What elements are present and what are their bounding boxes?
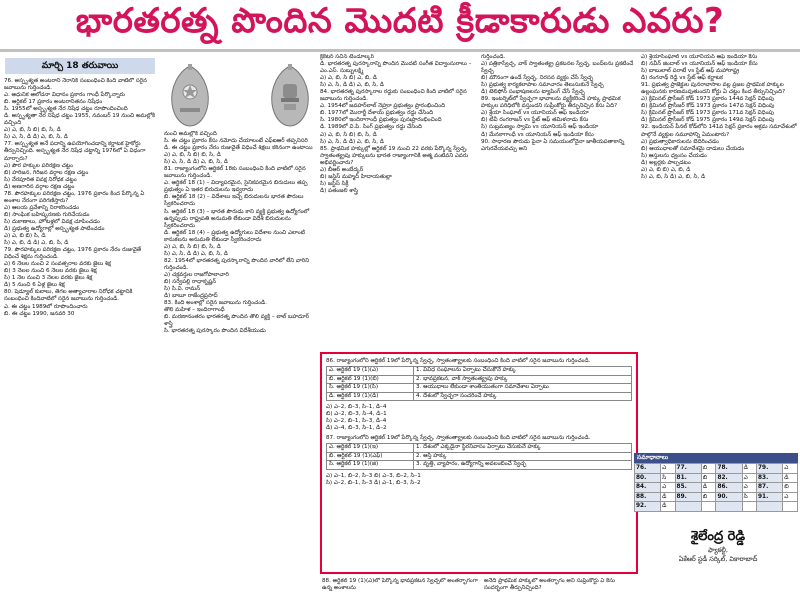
answer-value	[783, 502, 798, 512]
text-line: సి) క్రిమినల్ ప్రొసీజర్ కోడ్ 1973 ప్రకారం 171వ సెక్షన్ విధింపు	[641, 110, 775, 117]
answer-value: బి	[783, 483, 798, 493]
text-line: ఎ. 1954లో జవహర్‌లాల్ నెహ్రూ ప్రభుత్వం ప్రారంభించింది	[320, 103, 446, 110]
text-line: సి) ఎ, సి, డి డి) ఎ, బి, సి, డి	[164, 159, 228, 166]
text-line: 76. అస్పృశ్యత అంటరాని నేరానికి సంబంధించి కింది వాటిలో సరైన జవాబును గుర్తించండి.	[4, 78, 147, 92]
q87-table	[326, 443, 632, 470]
answers-row	[635, 502, 798, 512]
text-line: సి) బాబులాల్ పరాటే vs స్టేట్ ఆఫ్ మహారాష్ట్ర	[641, 68, 740, 75]
text-line: డి. ఆర్టికల్ 18 (4) – ప్రభుత్వ ఉద్యోగులు విదేశాల నుంచి ఎలాంటి కానుకలను అనుమతి లేకుండా స్వీకరించరాదు	[164, 229, 305, 243]
text-line: ఎ) చక్రవర్తుల రాజగోపాలాచారి	[164, 271, 229, 278]
text-line: 79. పౌరహక్కుల పరిరక్షణ చట్టం, 1976 ప్రకారం నేరం రుజువైతే విధించే శిక్షను గుర్తించండి.	[4, 247, 142, 261]
text-line: ఎ) ఎ, బి, సి బి) బి, సి, డి	[164, 152, 221, 159]
answer-number: 90.	[716, 492, 742, 502]
option-line: సి) ఎ–2, బి–1, సి–3 డి) ఎ–1, బి–3, సి–2	[326, 479, 421, 486]
text-line: బి) నవీన్ జిందాల్ vs యూనియన్ ఆఫ్ ఇండియా కేసు	[641, 61, 758, 68]
answer-value: ఎ	[742, 473, 756, 483]
answer-number: 76.	[635, 464, 661, 474]
answer-number	[675, 502, 701, 512]
answer-value: డి	[783, 473, 798, 483]
text-line: డి) 5 నుంచి 6 ఏళ్ల జైలు శిక్ష	[4, 282, 65, 289]
answer-number: 83.	[757, 473, 783, 483]
answer-number: 80.	[635, 473, 661, 483]
match-left: ఎ. ఆర్టికల్ 19 (1)(ఇ)	[327, 444, 414, 453]
text-line: సి. ఈ చట్టం ప్రకారం కేసు నమోదు చేయాలంటే ఎఫ్ఐఆర్ తప్పనిసరి	[164, 138, 308, 145]
column-5	[641, 54, 797, 450]
answer-value: ఎ	[661, 483, 675, 493]
text-line: బి) సాంఘిక బహిష్కరణకు గురిచేయడం	[4, 211, 90, 218]
text-line: బి) జస్టిస్ మహ్మద్ హిదాయతుల్లా	[320, 173, 392, 180]
text-line: 90. సాధారణ పౌరుడు పైనా ఏ సమయంలోనైనా జాతీయపతాకాన్ని ఎగురవేయవచ్చు అని	[481, 138, 625, 152]
text-line: సి) జస్టిస్ సిక్రీ	[320, 180, 349, 187]
text-line: 80. షెడ్యూల్ కులాలు, తెగల అత్యాచారాల నిరోధక చట్టానికి సంబంధించి కిందివాటిలో సరైన జవాబును గుర్తించండి.	[4, 289, 133, 303]
option-line: ఎ) ఎ–1, బి–2, సి–3 బి) ఎ–3, బి–2, సి–1	[326, 472, 421, 479]
answer-value: బి	[701, 492, 716, 502]
text-line: సి) ఎ, బి, సి డి) ఎ, బి, సి, డి	[641, 173, 706, 180]
text-line: ఎ. ఆర్టికల్ 18 (1) – విద్యాపరమైన, సైనికపరమైన బిరుదులు తప్ప ప్రభుత్వం ఏ ఇతర బిరుదులను ఇవ్వరాదు	[164, 180, 308, 194]
match-row	[327, 375, 632, 384]
option-line: సి) ఎ–2, బి–1, సి–3, డి–4	[326, 418, 387, 424]
answer-number	[716, 502, 742, 512]
text-line: సి) 1 నెల నుంచి 3 నెలల వరకు జైలు శిక్ష	[4, 275, 93, 282]
answer-value: డి	[661, 502, 675, 512]
text-line: క్రికెటర్ సచిన్ టెండూల్కర్	[320, 54, 375, 60]
text-line: 84. భారతరత్న పురస్కారాల రద్దుకు సంబంధించి కింది వాటిలో సరైన జవాబును గుర్తించండి.	[320, 89, 467, 103]
text-line: ఎ) ఎ, బి, సి బి) బి, సి, డి	[164, 243, 221, 250]
text-line: ఎ) ఎ, బి బి) ఎ, బి, డి	[641, 166, 691, 173]
column-1	[4, 78, 156, 596]
text-line: సి) దుకాణాలు, హోటళ్లలో వివక్ష చూపించడం	[4, 218, 100, 225]
text-line: సి) సి.వి. రామన్	[164, 286, 201, 293]
match-row	[327, 384, 632, 393]
text-line: గుర్తించండి.	[481, 54, 506, 60]
text-line: బి. ఆర్టికల్ 18 (2) – విదేశాలు ఇచ్చే బిరుదులను భారత పౌరులు స్వీకరించరాదు	[164, 194, 304, 208]
text-line: సి) ఎ, సి, డి డి) ఎ, బి, సి, డి	[320, 82, 384, 89]
text-line: డి. భారతరత్న పురస్కారాన్ని పొందిన మొదటి సంగీత విద్వాంసురాలు – ఎం.ఎస్. సుబ్బులక్ష్మి	[320, 61, 472, 75]
text-line: 78. పౌరహక్కుల పరిరక్షణ చట్టం, 1976 ప్రకారం కింద పేర్కొన్న ఏ అంశాల నేరంగా పరిగణిస్తారు?	[4, 190, 145, 204]
answer-value: ఎ	[783, 464, 798, 474]
column-4	[481, 54, 637, 352]
column-2	[164, 131, 314, 597]
q86-intro: 86. రాజ్యాంగంలోని ఆర్టికల్ 19లో పేర్కొన్న స్వేచ్ఛ, స్వాతంత్య్రాలకు సంబంధించి కింది వాటిలో సరైన జవాబును గుర్తించండి.	[326, 358, 591, 364]
text-line: డి. ఈ చట్టం ప్రకారం నేరం రుజువైతే విధించే శిక్షలు కఠినంగా ఉంటాయి	[164, 145, 313, 152]
answers-table	[634, 463, 798, 512]
answer-number: 84.	[635, 483, 661, 493]
text-line: సి) ఎ, సి, డి డి) ఎ, బి, సి, డి	[164, 250, 228, 257]
date-label: మార్చి 18 తరువాయి	[5, 58, 155, 74]
text-line: బి. మరణానంతరం భారతరత్న పొందిన తొలి వ్యక్తి – లాల్ బహదూర్ శాస్త్రి	[164, 314, 310, 328]
answer-number: 89.	[675, 492, 701, 502]
text-line: ఎ) ఆలయ ప్రవేశాన్ని నిరాకరించడం	[4, 204, 80, 211]
match-right: 3. ఆయుధాలు లేకుండా శాంతియుతంగా సమావేశాల ఏర్పాటు	[414, 384, 632, 393]
answer-value: బి	[701, 473, 716, 483]
match-row	[327, 367, 632, 376]
q87-intro: 87. రాజ్యాంగంలోని ఆర్టికల్ 19లో పేర్కొన్న స్వేచ్ఛ, స్వాతంత్య్రాలకు సంబంధించి కింది వాటిలో సరైన జవాబును గుర్తించండి.	[326, 435, 591, 441]
match-row	[327, 452, 632, 461]
text-line: సి. భారతరత్న పురస్కారం పొందిన విదేశీయుడు	[164, 328, 266, 335]
text-line: ఎ. ఆధునిక ఆలోచనా విధానం ప్రకారం గాంధీ పేర్కొన్నారు	[4, 92, 125, 99]
text-line: సి) ఎ, బి, డి డి) ఎ, బి, సి, డి	[4, 240, 69, 247]
text-line: ఎ) శ్రేయా సింఘాల్ vs యూనియన్ ఆఫ్ ఇండియా	[481, 110, 589, 117]
answers-row	[635, 464, 798, 474]
match-row	[327, 392, 632, 401]
text-line: సి) ఎ, సి, డి డి) ఎ, బి, సి, డి	[4, 134, 68, 141]
text-line: ఎ) క్రిమినల్ ప్రొసీజర్ కోడ్ 1973 ప్రకారం 144వ సెక్షన్ విధింపు	[641, 96, 775, 103]
page-title: భారతరత్న పొందిన మొదటి క్రీడాకారుడు ఎవరు?	[75, 1, 725, 41]
text-line: 83. కింది అంశాల్లో సరైన జవాబును గుర్తించండి.	[164, 300, 267, 307]
text-line: డి) ప్రభుత్వ ఉద్యోగాల్లో అస్పృశ్యత పాటించడం	[4, 225, 105, 232]
text-line: 82. 1954లో భారతరత్న పురస్కారాన్ని పొందిన వారిలో లేని వారిని గుర్తించండి.	[164, 257, 309, 271]
answer-number: 78.	[716, 464, 742, 474]
answers-row	[635, 473, 798, 483]
text-line: 91. ప్రభుత్వ ప్రాజెక్టుల పునరావాసాల వల్ల ప్రజల ప్రాథమిక హక్కుల ఉల్లంఘనకు కారణమవుతుందని కోర్టు ఏ చట్టం కింద తీర్పునిచ్చింది?	[641, 82, 786, 96]
answer-number: 88.	[635, 492, 661, 502]
answer-value	[742, 502, 756, 512]
answer-number: 86.	[716, 483, 742, 493]
match-row	[327, 444, 632, 453]
match-right: 4. దేశంలో స్వేచ్ఛగా సంచరించే హక్కు	[414, 392, 632, 401]
text-line: బి. ఈ చట్టం 1990, జనవరి 30	[4, 310, 75, 317]
text-line: 81. రాజ్యాంగంలోని ఆర్టికల్ 18కు సంబంధించి కింది వాటిలో సరైన జవాబును గుర్తించండి.	[164, 166, 306, 180]
text-line: బి) టీవీ రంగరాజన్ vs స్టేట్ ఆఫ్ తమిళనాడు కేసు	[481, 117, 589, 124]
text-line: ఎ) పౌర హక్కుల పరిరక్షణ చట్టం	[4, 162, 74, 169]
text-line: సి) సుబ్రమణ్యం స్వామి vs యూనియన్ ఆఫ్ ఇండియా	[481, 124, 599, 131]
text-line: 77. అస్పృశ్యత అనే పదాన్ని ఉపయోగించడాన్ని కర్ణాటక హైకోర్టు తీర్పునిచ్చింది. అస్పృశ్యత నేర నిషేధ చట్టాన్ని 1976లో ఏ విధంగా మార్చారు?	[4, 141, 146, 162]
text-line: ఎ) ఎ, బి బి) సి, డి	[4, 233, 46, 240]
match-right: 1. దేశంలో ఎక్కడైనా స్థిరనివాసం ఏర్పాటు చేసుకునే హక్కు	[414, 444, 632, 453]
q86-options	[326, 404, 632, 432]
answers-row	[635, 483, 798, 493]
author-block	[640, 528, 796, 564]
text-line: 89. ఇంటర్నెట్‌లో స్వేచ్ఛగా భావాలను వ్యక్తీకరించే హక్కు ప్రాథమిక హక్కుల పరిధిలోకి వస్తుందని సుప్రీంకోర్టు తీర్పునిచ్చిన కేసు ఏది?	[481, 96, 621, 110]
match-left: సి. ఆర్టికల్ 19 (1)(సి)	[327, 384, 414, 393]
match-right: 2. భావప్రకటన, వాక్ స్వాతంత్య్రపు హక్కు	[414, 375, 632, 384]
text-line: ఎ) పత్రికాస్వేచ్ఛ, వాక్ స్వాతంత్య్ర ప్రకటనల స్వేచ్ఛ, బంద్‌లను ప్రకటించే స్వేచ్ఛ	[481, 61, 634, 75]
text-line: బి) మౌనంగా ఉండే స్వేచ్ఛ, నిరసన వ్యక్తం చేసే స్వేచ్ఛ	[481, 75, 594, 82]
text-line: డి) మేనకాగాంధీ vs యూనియన్ ఆఫ్ ఇండియా కేసు	[481, 131, 594, 138]
match-left: డి. ఆర్టికల్ 19 (1)(డి)	[327, 392, 414, 401]
text-line: సి. 1955లో అస్పృశ్యత నేర నిషేధ చట్టం రూపొందించింది	[4, 106, 128, 113]
match-left: సి. ఆర్టికల్ 19 (1)(జి)	[327, 461, 414, 470]
answer-value: సి	[661, 473, 675, 483]
text-line: బి. 1977లో మొరార్జీ దేశాయ్ ప్రభుత్వం రద్దు చేసింది	[320, 110, 434, 117]
text-line: డి) పతంజలి శాస్త్రి	[320, 187, 358, 194]
answer-value: డి	[742, 464, 756, 474]
text-line: ఎ) శ్రేయాసింఘాల్ vs యూనియన్ ఆఫ్ ఇండియా కేసు	[641, 54, 758, 60]
match-left: ఎ. ఆర్టికల్ 19 (1)(ఎ)	[327, 367, 414, 376]
text-line: ఎ) బీఆర్ అంబేద్కర్	[320, 166, 364, 173]
text-line: తొలి మహిళ – ఇందిరాగాంధీ	[164, 307, 225, 314]
match-right: 1. వివిధ సంఘాలను ఏర్పాటు చేసుకొనే హక్కు	[414, 367, 632, 376]
text-line: డి) బాబూ రాజేంద్రప్రసాద్	[164, 293, 218, 300]
text-line: బి. ఆర్టికల్ 17 ప్రకారం అంటరానితనం నిషేధం	[4, 99, 103, 106]
title-rule	[0, 49, 800, 52]
text-line: బి) క్రిమినల్ ప్రొసీజర్ కోడ్ 1973 ప్రకారం 147వ సెక్షన్ విధింపు	[641, 103, 775, 110]
answer-number: 91.	[757, 492, 783, 502]
answer-number	[757, 502, 783, 512]
text-line: ఎ) ఎ, బి, సి బి) ఎ, బి, డి	[320, 75, 377, 82]
text-line: డి. అస్పృశ్యతా నేర నిషేధ చట్టం 1955, నవంబర్ 19 నుంచి అమల్లోకి వచ్చింది	[4, 113, 156, 127]
answer-value: సి	[742, 492, 756, 502]
q87-options	[326, 473, 632, 487]
q86-table	[326, 366, 632, 401]
answer-number: 82.	[716, 473, 742, 483]
text-line: డి) అల్లర్లకు పాల్పడటం	[641, 159, 691, 166]
answer-value: ఎ	[783, 492, 798, 502]
ashoka-emblem-medal-icon	[268, 64, 312, 128]
author-org: ఏకేఆర్ స్టడీ సర్కిల్, వికారాబాద్	[678, 555, 758, 563]
text-line: సి. ఆర్టికల్ 18 (3) – భారత పౌరుడు కాని వ్యక్తి ప్రభుత్వ ఉద్యోగంలో ఉన్నప్పుడు రాష్ట్రపతి అనుమతి లేకుండా విదేశీ బిరుదులను స్వీకరించరాదు	[164, 208, 310, 229]
option-line: డి) ఎ–4, బి–3, సి–1, డి–2	[326, 425, 387, 431]
text-line: బి) ఆయుధాలతో సమావేశమై దాడులు చేయడం	[641, 145, 745, 152]
text-line: సి) నేరపూరిత వివక్ష నిరోధక చట్టం	[4, 176, 77, 183]
text-line: సి) ఎ, సి, డి డి) ఎ, బి, సి, డి	[320, 138, 384, 145]
option-line: బి) ఎ–2, బి–3, సి–4, డి–1	[326, 411, 387, 417]
text-line: ఎ) ఎ, బి, సి బి) బి, సి, డి	[4, 127, 61, 134]
answer-value: డి	[661, 492, 675, 502]
text-line: డి) రంగనాథ్ రెడ్డి vs స్టేట్ ఆఫ్ కర్ణాటక	[641, 75, 723, 82]
answer-value: ఎ	[742, 483, 756, 493]
text-line: బి) సర్వేపల్లి రాధాకృష్ణన్	[164, 278, 217, 285]
answer-number: 77.	[675, 464, 701, 474]
answer-number: 87.	[757, 483, 783, 493]
text-line: 92. ఇండియన్ పీనల్ కోడ్‌లోని 141వ సెక్షన్ ప్రకారం అక్రమ సమావేశంలో పాల్గొనే వ్యక్తుల సమూహాన్ని ఏమంటారు?	[641, 124, 797, 138]
q88-text: 88. ఆర్టికల్ 19 (1)(ఎ)లో పేర్కొన్న భావప్రకటన స్వేచ్ఛలో అంతర్భాగంగా ఉన్న అంశాలను	[322, 578, 478, 592]
text-line: డి) క్రిమినల్ ప్రొసీజర్ కోడ్ 1975 ప్రకారం 149వ సెక్షన్ విధింపు	[641, 117, 775, 124]
match-left: బి. ఆర్టికల్ 19 (1)(ఎఫ్)	[327, 452, 414, 461]
text-line: సి) ప్రభుత్వ కార్యకలాపాల సమాచారం తెలుసుకునే స్వేచ్ఛ	[481, 82, 604, 89]
match-questions-box	[320, 352, 638, 574]
answer-number: 81.	[675, 473, 701, 483]
answers-heading: సమాధానాలు	[634, 453, 798, 463]
match-right: 3. వృత్తి, వ్యాపారం, ఉద్యోగాన్ని అవలంబించే స్వేచ్ఛ	[414, 461, 632, 470]
text-line: డి) అణగారిన వర్గాల రక్షణ చట్టం	[4, 183, 75, 190]
author-name: శైలేంద్ర రెడ్డి	[691, 529, 745, 544]
text-line: ఎ. ఈ చట్టం 1989లో రూపొందించారు	[4, 303, 88, 310]
text-line: బి) 3 నెలల నుంచి 6 నెలల వరకు జైలు శిక్ష	[4, 268, 97, 275]
match-left: బి. ఆర్టికల్ 19 (1)(బి)	[327, 375, 414, 384]
answer-number: 85.	[675, 483, 701, 493]
q90-continuation: అనేది ప్రాథమిక హక్కులో అంతర్భాగం అని సుప్రీంకోర్టు ఏ కేసు సందర్భంగా తీర్పునిచ్చింది?	[484, 578, 615, 592]
answer-value: డి	[701, 483, 716, 493]
bharat-ratna-medal-icon	[168, 64, 212, 128]
text-line: ఎ) 6 నెలల నుంచి 2 సంవత్సరాల వరకు జైలు శిక్ష	[4, 261, 111, 268]
match-right: 2. ఆస్తి హక్కు	[414, 452, 632, 461]
option-line: ఎ) ఎ–2, బి–3, సి–1, డి–4	[326, 404, 387, 410]
answer-value: ఎ	[661, 464, 675, 474]
author-role: ఫ్యాకల్టీ,	[708, 546, 728, 554]
answer-value: బి	[701, 464, 716, 474]
text-line: ఎ) ఎ, బి, సి బి) బి, సి, డి	[320, 131, 377, 138]
text-line: సి. 1980లో ఇందిరాగాంధీ ప్రభుత్వం పునఃప్రారంభించింది	[320, 117, 442, 124]
text-line: డి) టెలిఫోన్ సంభాషణలను ట్యాపింగ్ చేసే స్వేచ్ఛ	[481, 89, 585, 96]
match-row	[327, 461, 632, 470]
column-3	[320, 54, 476, 354]
answer-value	[701, 502, 716, 512]
answer-number: 79.	[757, 464, 783, 474]
text-line: నుంచి అమల్లోకి వచ్చింది	[164, 131, 217, 137]
text-line: ఎ) ప్రభుత్వాధికారులను బెదిరించడం	[641, 138, 719, 145]
text-line: డి. 1989లో వి.పి. సింగ్ ప్రభుత్వం రద్దు చేసింది	[320, 124, 422, 131]
answer-number: 92.	[635, 502, 661, 512]
text-line: 85. ప్రాథమిక హక్కుల్లో ఆర్టికల్ 19 నుంచి 22 వరకు పేర్కొన్న స్వేచ్ఛ, స్వాతంత్య్రపు హక్కులను భారత రాజ్యాంగానికి అత్మ వంటివని ఎవరు అభివర్ణించారు?	[320, 145, 469, 166]
answers-row	[635, 492, 798, 502]
text-line: సి) ఆస్తులను ధ్వంసం చేయడం	[641, 152, 707, 159]
text-line: బి) హరిజన, గిరిజన వర్గాల రక్షణ చట్టం	[4, 169, 89, 176]
